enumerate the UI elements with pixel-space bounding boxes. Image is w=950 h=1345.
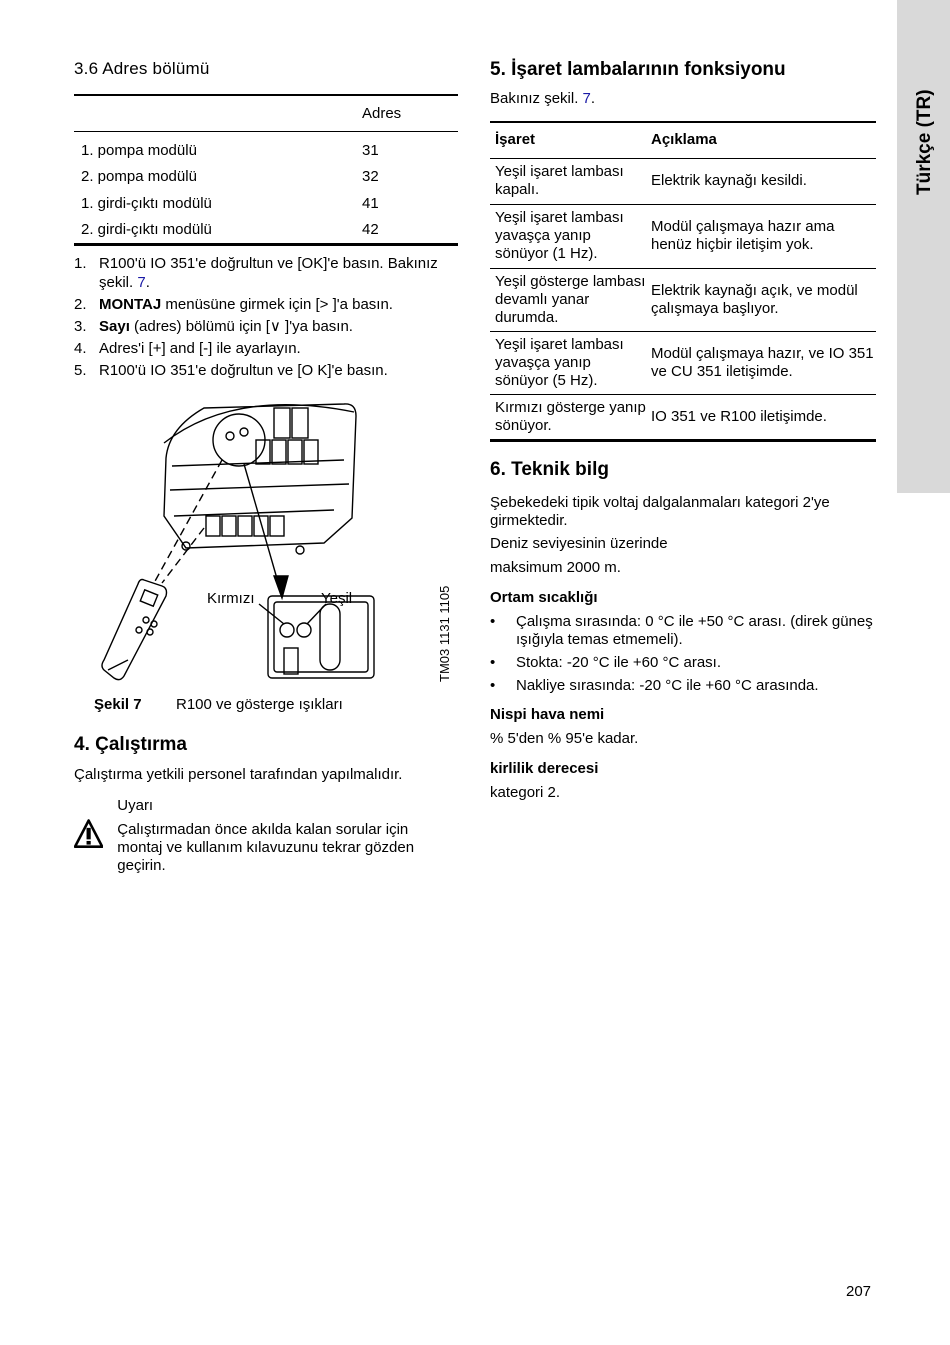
humidity-title: Nispi hava nemi xyxy=(490,705,605,723)
temp-item: Stokta: -20 °C ile +60 °C arası. xyxy=(516,653,722,671)
warning-text xyxy=(117,797,454,875)
see-text: Bakınız şekil. xyxy=(490,90,583,107)
page-number: 207 xyxy=(846,1283,872,1300)
figure-caption xyxy=(94,696,343,713)
humidity-text: % 5'den % 95'e kadar. xyxy=(490,729,639,747)
terminal-block xyxy=(256,440,270,464)
description-cell: Modül çalışmaya hazır, ve IO 351 ve CU 351 iletişimde. xyxy=(646,331,876,394)
indicator-table xyxy=(490,121,876,442)
label-yesil: Yeşil xyxy=(321,590,353,607)
list-item: • Stokta: -20 °C ile +60 °C arası. xyxy=(490,653,722,671)
step-number: 1. xyxy=(74,254,87,272)
signal-cell: Kırmızı gösterge yanıp sönüyor. xyxy=(490,394,646,440)
language-tab-label: Türkçe (TR) xyxy=(914,89,935,195)
step-number: 2. xyxy=(74,295,87,313)
signal-cell: Yeşil işaret lambası yavaşça yanıp sönüyor (1 Hz). xyxy=(490,204,646,268)
description-cell: Modül çalışmaya hazır ama henüz hiçbir iletişim yok. xyxy=(646,204,876,268)
section-6 xyxy=(490,458,876,803)
signal-cell: Yeşil işaret lambası yavaşça yanıp sönüyor (5 Hz). xyxy=(490,331,646,394)
step-text xyxy=(99,317,353,336)
pollution-text: kategori 2. xyxy=(490,783,561,801)
signal-cell: Yeşil gösterge lambası devamlı yanar durumda. xyxy=(490,268,646,331)
pollution-title: kirlilik derecesi xyxy=(490,759,599,777)
description-cell: Elektrik kaynağı kesildi. xyxy=(646,158,876,204)
module-address: 32 xyxy=(362,168,379,185)
figure-caption-label: Şekil 7 xyxy=(94,696,142,713)
module-address: 31 xyxy=(362,141,379,159)
figure-link[interactable]: 7 xyxy=(137,273,146,291)
terminal-block xyxy=(206,516,220,536)
right-column xyxy=(490,58,876,803)
warning-body: Çalıştırmadan önce akılda kalan sorular için montaj ve kullanım kılavuzunu tekrar gözden geçirin. xyxy=(117,821,415,874)
terminal-block xyxy=(270,516,284,536)
table-row xyxy=(490,268,876,331)
device-illustration xyxy=(94,398,464,690)
table-row xyxy=(74,163,458,190)
list-item xyxy=(74,317,459,336)
terminal-block xyxy=(292,408,308,438)
step-keyword: Sayı xyxy=(99,317,130,335)
terminal-block xyxy=(238,516,252,536)
figure-link[interactable]: 7 xyxy=(582,90,591,107)
signal-cell: Yeşil işaret lambası kapalı. xyxy=(490,158,646,204)
step-number: 3. xyxy=(74,317,87,335)
module-address: 41 xyxy=(362,195,379,212)
temp-item: Çalışma sırasında: 0 °C ile +50 °C arası. (direk güneş ışığıyla temas etmemeli). xyxy=(516,612,873,648)
green-indicator-light xyxy=(297,623,311,637)
table-row xyxy=(490,158,876,204)
section-6-title: 6. Teknik bilg xyxy=(490,458,609,480)
header-aciklama: Açıklama xyxy=(646,122,876,158)
list-item xyxy=(74,295,459,314)
temp-list xyxy=(490,613,876,695)
step-body: Adres'i [+] and [-] ile ayarlayın. xyxy=(99,339,301,357)
list-item: • Çalışma sırasında: 0 °C ile +50 °C arası. (direk güneş ışığıyla temas etmemeli). xyxy=(490,613,876,649)
step-keyword: MONTAJ xyxy=(99,295,162,313)
list-item: • Nakliye sırasında: -20 °C ile +60 °C arasında. xyxy=(490,676,819,694)
temp-title: Ortam sıcaklığı xyxy=(490,588,598,606)
step-body: (adres) bölümü için [∨ ]'ya basın. xyxy=(129,317,353,335)
step-body: menüsüne girmek için [> ]'a basın. xyxy=(161,295,393,313)
terminal-block xyxy=(254,516,268,536)
terminal-block xyxy=(288,440,302,464)
module-name: 2. girdi-çıktı modülü xyxy=(74,217,362,244)
header-isaret: İşaret xyxy=(490,122,646,158)
table-row xyxy=(74,131,458,163)
step-number: 4. xyxy=(74,339,87,357)
figure-code: TM03 1131 1105 xyxy=(437,585,452,682)
section-36-title: 3.6 Adres bölümü xyxy=(74,59,210,78)
address-table-header-adres: Adres xyxy=(362,95,458,131)
steps-list xyxy=(74,254,459,380)
table-row xyxy=(74,217,458,244)
terminal-block xyxy=(274,408,290,438)
figure-7 xyxy=(94,398,464,690)
step-text xyxy=(99,295,393,314)
section-6-p1: Şebekedeki tipik voltaj dalgalanmaları kategori 2'ye girmektedir. xyxy=(490,493,830,529)
terminal-block xyxy=(222,516,236,536)
list-item xyxy=(74,339,459,358)
address-table-header xyxy=(74,95,458,131)
table-row xyxy=(74,190,458,217)
see-post: . xyxy=(590,90,596,107)
step-body: R100'ü IO 351'e doğrultun ve [OK]'e basın. Bakınız şekil. xyxy=(99,254,438,291)
section-4-body: Çalıştırma yetkili personel tarafından yapılmalıdır. xyxy=(74,766,403,783)
module-address: 42 xyxy=(362,217,458,244)
list-item xyxy=(74,361,459,380)
table-row xyxy=(490,204,876,268)
step-number: 5. xyxy=(74,361,87,379)
warning-head: Uyarı xyxy=(117,797,154,814)
label-kirmizi: Kırmızı xyxy=(207,590,255,607)
section-4 xyxy=(74,733,464,785)
indicator-table-header xyxy=(490,122,876,158)
terminal-block xyxy=(272,440,286,464)
section-4-title: 4. Çalıştırma xyxy=(74,734,187,755)
list-item xyxy=(74,254,459,292)
figure-caption-text: R100 ve gösterge ışıkları xyxy=(176,696,343,713)
warning-box xyxy=(74,797,454,875)
section-5-title: 5. İşaret lambalarının fonksiyonu xyxy=(490,59,786,80)
warning-triangle-icon xyxy=(74,797,103,865)
step-body: R100'ü IO 351'e doğrultun ve [O K]'e basın. xyxy=(99,361,388,379)
table-row xyxy=(490,331,876,394)
module-name: 2. pompa modülü xyxy=(81,168,197,185)
left-column xyxy=(74,58,459,383)
module-name: 1. pompa modülü xyxy=(81,141,197,159)
module-name: 1. girdi-çıktı modülü xyxy=(81,195,212,212)
description-cell: Elektrik kaynağı açık, ve modül çalışmaya başlıyor. xyxy=(646,268,876,331)
red-indicator-light xyxy=(280,623,294,637)
address-table-header-blank xyxy=(74,95,362,131)
step-text xyxy=(99,254,459,292)
description-cell: IO 351 ve R100 iletişimde. xyxy=(646,394,876,440)
section-5-see xyxy=(490,89,876,109)
step-post: . xyxy=(145,273,150,291)
section-6-p2: Deniz seviyesinin üzerinde xyxy=(490,534,668,552)
section-6-p3: maksimum 2000 m. xyxy=(490,558,621,576)
table-row xyxy=(490,394,876,440)
address-table xyxy=(74,94,458,246)
temp-item: Nakliye sırasında: -20 °C ile +60 °C arasında. xyxy=(516,676,819,694)
